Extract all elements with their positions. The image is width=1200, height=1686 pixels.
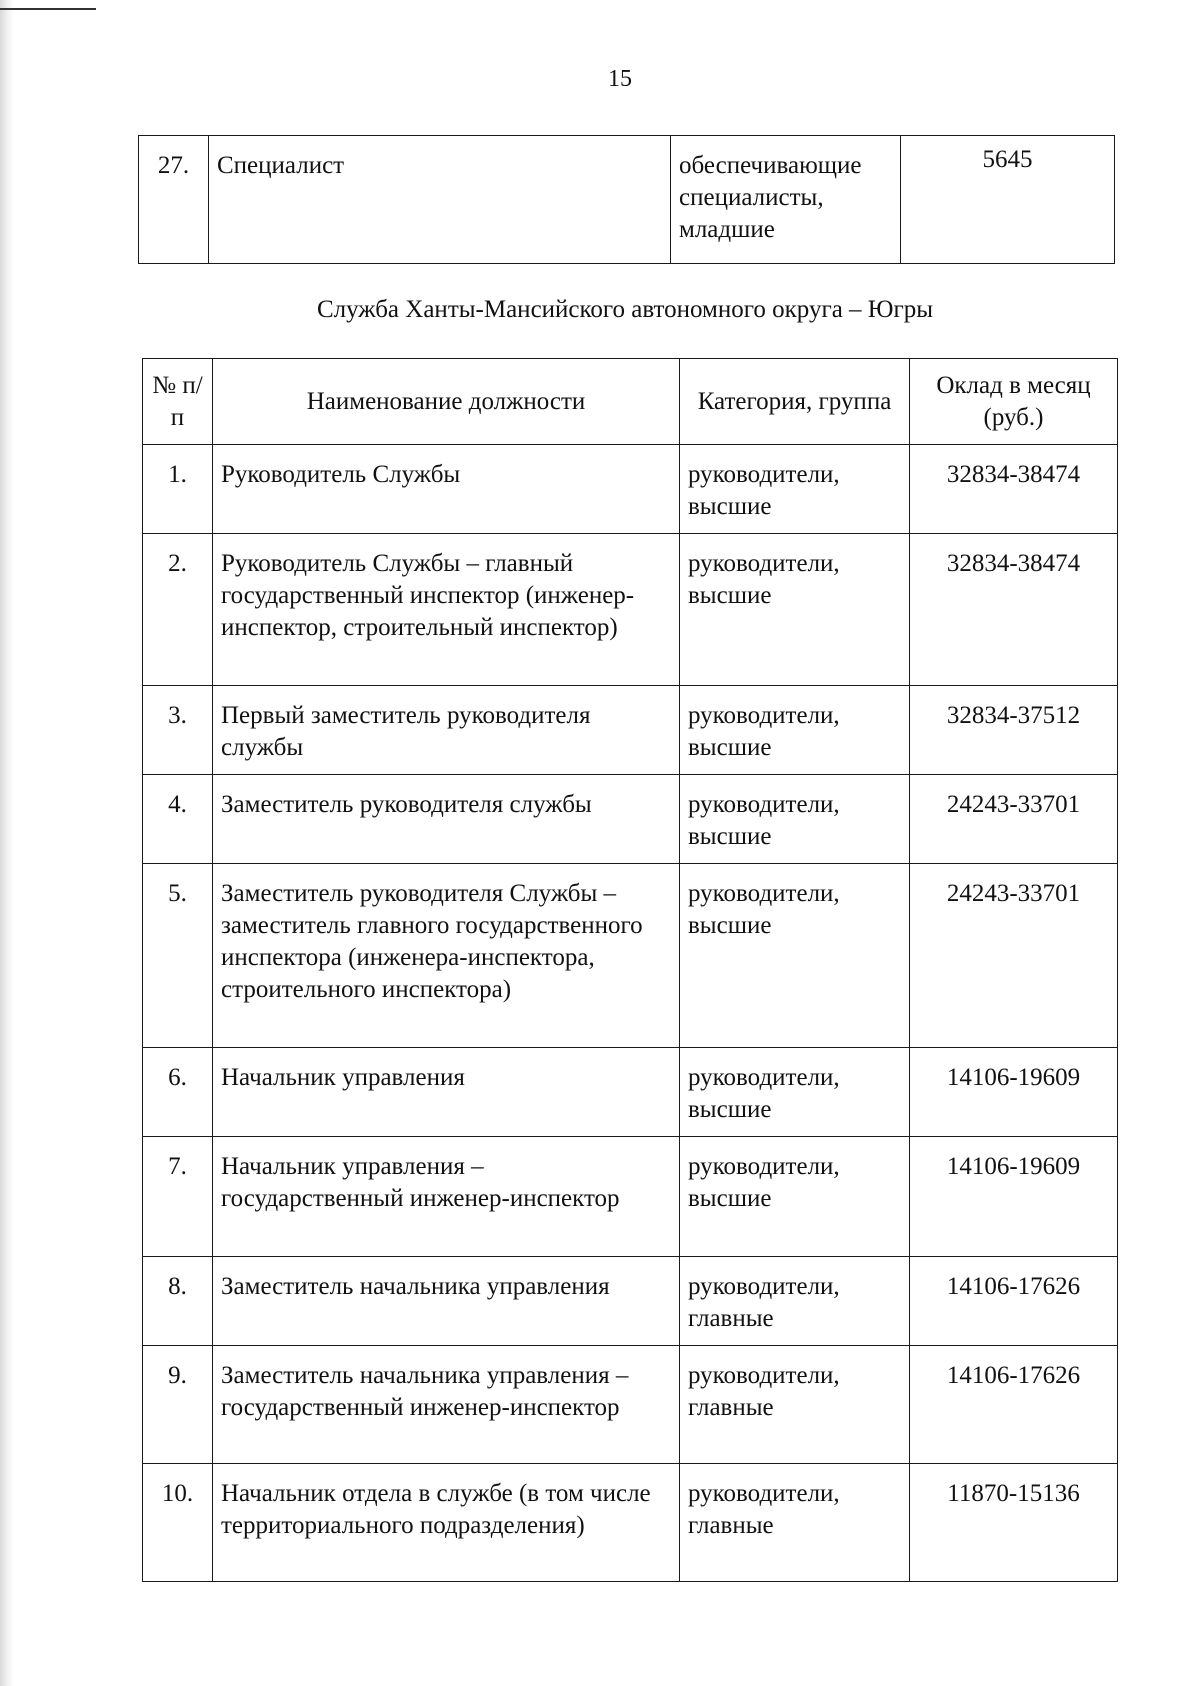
position-category: руководители, высшие <box>680 686 910 775</box>
row-number: 6. <box>143 1048 213 1137</box>
position-category: руководители, высшие <box>680 1137 910 1257</box>
corner-mark <box>0 8 96 10</box>
position-salary: 14106-19609 <box>910 1048 1118 1137</box>
row-number: 3. <box>143 686 213 775</box>
position-salary: 24243-33701 <box>910 775 1118 864</box>
position-name: Начальник управления – государственный инженер-инспектор <box>213 1137 680 1257</box>
position-name: Первый заместитель руководителя службы <box>213 686 680 775</box>
table-row <box>143 864 1118 1048</box>
position-name: Специалист <box>209 136 671 264</box>
position-name: Заместитель руководителя Службы – заместитель главного государственного инспектора (инженера-инспектора, строительного инспектора) <box>213 864 680 1048</box>
position-category: руководители, высшие <box>680 445 910 534</box>
position-category: руководители, высшие <box>680 864 910 1048</box>
position-name: Начальник управления <box>213 1048 680 1137</box>
position-category: обеспечивающие специалисты, младшие <box>671 136 901 264</box>
position-name: Заместитель начальника управления – государственный инженер-инспектор <box>213 1346 680 1464</box>
header-category: Категория, группа <box>680 359 910 445</box>
header-position: Наименование должности <box>213 359 680 445</box>
position-category: руководители, главные <box>680 1464 910 1582</box>
header-num: № п/п <box>143 359 213 445</box>
page-number: 15 <box>608 66 632 92</box>
position-salary: 11870-15136 <box>910 1464 1118 1582</box>
table-row <box>139 136 1115 264</box>
position-category: руководители, главные <box>680 1257 910 1346</box>
table-row <box>143 1137 1118 1257</box>
row-number: 10. <box>143 1464 213 1582</box>
position-category: руководители, высшие <box>680 534 910 686</box>
position-salary: 14106-19609 <box>910 1137 1118 1257</box>
table-row <box>143 445 1118 534</box>
row-number: 27. <box>139 136 209 264</box>
table-row <box>143 1257 1118 1346</box>
row-number: 2. <box>143 534 213 686</box>
row-number: 9. <box>143 1346 213 1464</box>
position-name: Руководитель Службы – главный государственный инспектор (инженер-инспектор, строительный инспектор) <box>213 534 680 686</box>
table-row <box>143 775 1118 864</box>
position-name: Заместитель начальника управления <box>213 1257 680 1346</box>
header-row <box>143 359 1118 445</box>
table-row <box>143 686 1118 775</box>
position-salary: 24243-33701 <box>910 864 1118 1048</box>
table-row <box>143 534 1118 686</box>
position-category: руководители, главные <box>680 1346 910 1464</box>
row-number: 4. <box>143 775 213 864</box>
row-number: 7. <box>143 1137 213 1257</box>
position-name: Заместитель руководителя службы <box>213 775 680 864</box>
position-salary: 14106-17626 <box>910 1257 1118 1346</box>
position-salary: 14106-17626 <box>910 1346 1118 1464</box>
table-row <box>143 1048 1118 1137</box>
position-category: руководители, высшие <box>680 1048 910 1137</box>
top-table <box>138 135 1115 264</box>
row-number: 8. <box>143 1257 213 1346</box>
position-name: Начальник отдела в службе (в том числе территориального подразделения) <box>213 1464 680 1582</box>
section-title: Служба Ханты-Мансийского автономного округа – Югры <box>316 296 934 323</box>
position-category: руководители, высшие <box>680 775 910 864</box>
table-row <box>143 1346 1118 1464</box>
table-row <box>143 1464 1118 1582</box>
position-salary: 32834-38474 <box>910 445 1118 534</box>
position-salary: 32834-38474 <box>910 534 1118 686</box>
main-table <box>142 358 1118 1582</box>
row-number: 5. <box>143 864 213 1048</box>
position-salary: 5645 <box>901 136 1115 264</box>
header-salary: Оклад в месяц (руб.) <box>910 359 1118 445</box>
scan-edge-shadow <box>0 0 14 1686</box>
position-name: Руководитель Службы <box>213 445 680 534</box>
row-number: 1. <box>143 445 213 534</box>
position-salary: 32834-37512 <box>910 686 1118 775</box>
